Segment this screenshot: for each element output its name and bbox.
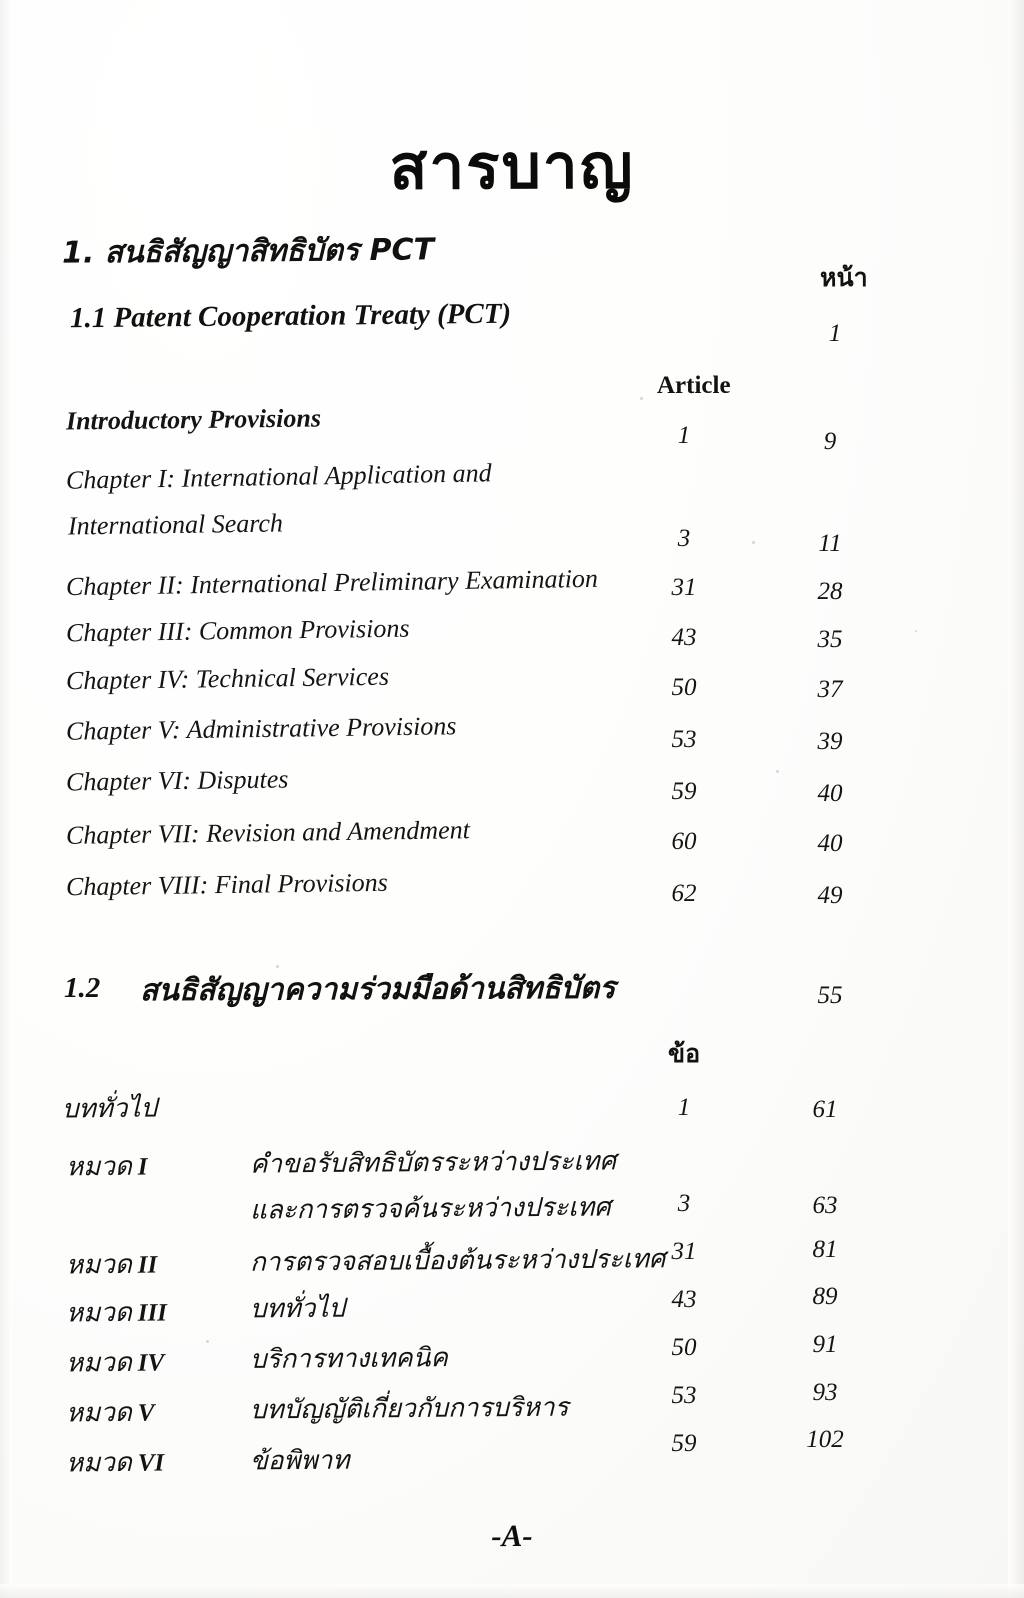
toc-entry-page: 81 — [812, 1236, 838, 1263]
toc-entry-group-text: หมวด — [65, 1347, 132, 1379]
scan-edge-right — [1008, 0, 1024, 1598]
toc-entry-page: 49 — [817, 882, 843, 909]
toc-entry-article: 31 — [671, 574, 697, 601]
toc-entry-group-label — [66, 1146, 148, 1188]
toc-entry-clause: 50 — [671, 1334, 697, 1361]
toc-entry-clause: 43 — [671, 1286, 697, 1313]
toc-entry-group-label — [66, 1392, 155, 1434]
toc-entry-roman: I — [137, 1153, 148, 1181]
column-header-page: หน้า — [820, 263, 868, 292]
toc-entry-title: บททั่วไป — [249, 1293, 346, 1325]
column-header-clause: ข้อ — [668, 1039, 701, 1068]
toc-entry-article: 50 — [671, 674, 697, 701]
toc-entry-label — [66, 403, 321, 436]
scan-speck — [206, 1340, 209, 1343]
toc-entry-label-text: Introductory Provisions — [65, 403, 322, 436]
toc-entry-clause: 59 — [671, 1430, 697, 1457]
scan-edge-left — [0, 0, 12, 1598]
toc-entry-page: 28 — [817, 578, 843, 605]
toc-entry-article: 43 — [671, 624, 697, 651]
toc-entry-group-label — [66, 1244, 158, 1286]
toc-entry-page: 9 — [823, 428, 837, 455]
toc-entry-clause: 3 — [677, 1190, 691, 1217]
page-title: สารบาญ — [389, 129, 635, 204]
toc-entry-article: 60 — [671, 828, 697, 855]
toc-entry-page: 40 — [817, 830, 843, 857]
toc-entry-label-text: Chapter VII: Revision and Amendment — [65, 815, 471, 850]
section-1-heading: 1. สนธิสัญญาสิทธิบัตร PCT — [61, 232, 435, 271]
toc-entry-article: 3 — [677, 525, 691, 552]
toc-entry-clause: 1 — [677, 1094, 691, 1121]
toc-entry-page: 39 — [817, 728, 843, 755]
section-1-2-number: 1.2 — [64, 972, 101, 1004]
toc-entry-roman: VI — [137, 1449, 165, 1477]
toc-entry-label-text: Chapter VI: Disputes — [65, 764, 289, 797]
toc-entry-label: บททั่วไป — [61, 1093, 158, 1125]
toc-entry-page: 63 — [812, 1192, 838, 1219]
toc-entry-page: 93 — [812, 1379, 838, 1406]
scan-speck — [752, 541, 755, 544]
toc-entry-label — [66, 662, 389, 697]
scan-edge-bottom — [0, 1584, 1024, 1598]
toc-entry-label — [66, 614, 410, 649]
toc-entry-title: ข้อพิพาท — [249, 1445, 350, 1477]
toc-entry-label-text: Chapter III: Common Provisions — [65, 613, 410, 648]
toc-entry-label — [66, 868, 388, 902]
toc-entry-clause: 31 — [671, 1238, 697, 1265]
toc-entry-label — [66, 564, 598, 602]
toc-entry-article: 1 — [677, 422, 691, 449]
toc-entry-title: คำขอรับสิทธิบัตรระหว่างประเทศ — [249, 1146, 617, 1180]
toc-entry-group-text: หมวด — [65, 1447, 132, 1479]
toc-entry-group-label — [66, 1291, 167, 1333]
toc-entry-page: 35 — [817, 626, 843, 653]
toc-entry-article: 53 — [671, 726, 697, 753]
toc-entry-page: 91 — [812, 1331, 838, 1358]
toc-entry-title-line2: และการตรวจค้นระหว่างประเทศ — [249, 1192, 611, 1226]
column-header-article: Article — [657, 372, 731, 399]
toc-entry-roman: III — [137, 1299, 168, 1327]
toc-entry-label — [66, 764, 289, 797]
scan-speck — [640, 397, 643, 400]
toc-entry-group-text: หมวด — [65, 1151, 132, 1183]
toc-entry-label — [66, 458, 492, 495]
toc-entry-roman: IV — [137, 1349, 165, 1377]
toc-entry-roman: II — [137, 1251, 158, 1279]
toc-entry-clause: 53 — [671, 1382, 697, 1409]
toc-entry-title: บทบัญญัติเกี่ยวกับการบริหาร — [249, 1392, 569, 1426]
toc-entry-page: 11 — [818, 530, 842, 557]
toc-entry-label-text: Chapter V: Administrative Provisions — [65, 711, 457, 746]
toc-entry-label-line2: International Search — [67, 508, 284, 541]
toc-entry-title: บริการทางเทคนิค — [249, 1343, 448, 1375]
toc-entry-group-text: หมวด — [65, 1297, 132, 1329]
toc-entry-label — [66, 815, 470, 851]
page-folio: -A- — [491, 1517, 533, 1554]
toc-entry-label-text: Chapter IV: Technical Services — [65, 661, 390, 696]
toc-entry-group-label — [66, 1441, 165, 1483]
toc-entry-label-text: Chapter VIII: Final Provisions — [65, 867, 389, 902]
toc-entry-label-text: Chapter II: International Preliminary Examination — [65, 563, 599, 602]
scan-speck — [776, 770, 779, 773]
toc-entry-title: การตรวจสอบเบื้องต้นระหว่างประเทศ — [249, 1244, 666, 1278]
section-1-1-heading: 1.1 Patent Cooperation Treaty (PCT) — [69, 297, 512, 335]
toc-entry-page: 102 — [806, 1426, 844, 1453]
scan-speck — [915, 630, 917, 632]
toc-entry-group-text: หมวด — [65, 1249, 132, 1281]
section-1-2-heading: สนธิสัญญาความร่วมมือด้านสิทธิบัตร — [139, 970, 616, 1009]
toc-entry-group-label — [66, 1341, 165, 1383]
toc-entry-page: 37 — [817, 676, 843, 703]
section-1-1-page-number: 1 — [828, 320, 842, 347]
toc-entry-page: 89 — [812, 1283, 838, 1310]
toc-entry-article: 59 — [671, 778, 697, 805]
toc-entry-page: 61 — [812, 1096, 838, 1123]
toc-entry-page: 40 — [817, 780, 843, 807]
toc-entry-group-text: หมวด — [65, 1397, 132, 1429]
toc-entry-article: 62 — [671, 880, 697, 907]
toc-entry-roman: V — [137, 1399, 155, 1427]
toc-entry-label-text: Chapter I: International Application and — [65, 458, 492, 495]
toc-entry-label — [66, 711, 457, 746]
section-1-2-page-number: 55 — [817, 982, 843, 1009]
